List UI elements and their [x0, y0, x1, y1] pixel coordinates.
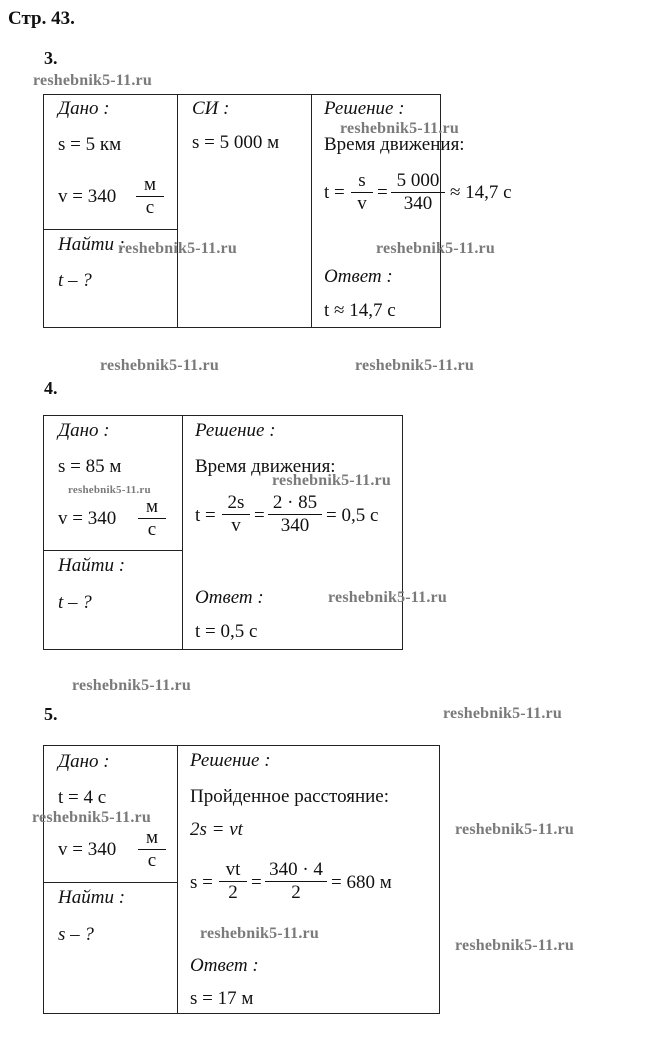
problem-4-solution-label: Решение : [195, 420, 276, 441]
numerator: 5 000 [396, 170, 440, 191]
watermark: reshebnik5-11.ru [455, 937, 574, 954]
problem-4-answer-label: Ответ : [195, 587, 264, 608]
denominator: 340 [268, 514, 322, 537]
problem-4-find-value: t – ? [58, 592, 92, 613]
problem-4-given-label: Дано : [58, 420, 110, 441]
unit-numerator: м [143, 174, 157, 195]
problem-3-given-s: s = 5 км [58, 134, 122, 155]
problem-3-find-value: t – ? [58, 270, 92, 291]
problem-5-eq-result: = 680 м [331, 872, 392, 893]
numerator: s [358, 170, 366, 191]
problem-5-fraction-2 [265, 859, 327, 904]
problem-3-given-label: Дано : [58, 98, 110, 119]
watermark: reshebnik5-11.ru [272, 472, 391, 489]
watermark: reshebnik5-11.ru [100, 357, 219, 374]
problem-3-si-s: s = 5 000 м [192, 132, 280, 153]
problem-4-given-s: s = 85 м [58, 456, 122, 477]
problem-3-fraction-1 [351, 170, 373, 215]
problem-5-answer-label: Ответ : [190, 955, 259, 976]
problem-5-fraction-1 [219, 859, 247, 904]
denominator: 340 [391, 192, 445, 215]
problem-3-solution-text: Время движения: [324, 134, 465, 155]
problem-4-number: 4. [44, 378, 58, 398]
problem-5-unit-fraction [138, 827, 166, 872]
numerator: 2s [227, 492, 245, 513]
problem-5-find-value: s – ? [58, 924, 94, 945]
problem-3-number: 3. [44, 48, 58, 68]
watermark: reshebnik5-11.ru [328, 589, 447, 606]
problem-5-find-label: Найти : [58, 887, 126, 908]
unit-denominator: с [138, 849, 166, 872]
watermark: reshebnik5-11.ru [376, 240, 495, 257]
problem-5-divider-h [43, 882, 177, 883]
problem-3-divider-h [43, 229, 177, 230]
problem-5-solution-label: Решение : [190, 750, 271, 771]
problem-4-divider-h [43, 550, 182, 551]
watermark: reshebnik5-11.ru [118, 240, 237, 257]
page-header: Стр. 43. [8, 8, 75, 29]
problem-3-si-label: СИ : [192, 98, 230, 119]
problem-5-number: 5. [44, 704, 58, 724]
watermark-small: reshebnik5-11.ru [68, 484, 151, 496]
denominator: v [351, 192, 373, 215]
numerator: 340 · 4 [269, 859, 323, 880]
numerator: vt [225, 859, 241, 880]
watermark: reshebnik5-11.ru [340, 120, 459, 137]
problem-3-unit-fraction [136, 174, 164, 219]
unit-denominator: с [138, 518, 166, 541]
problem-3-divider-2 [311, 94, 312, 327]
problem-3-fraction-2 [391, 170, 445, 215]
problem-4-divider-1 [182, 415, 183, 649]
problem-3-given-v: v = 340 [58, 186, 117, 207]
problem-5-given-label: Дано : [58, 751, 110, 772]
problem-4-answer-value: t = 0,5 с [195, 621, 258, 642]
problem-3-divider-1 [177, 94, 178, 327]
problem-4-find-label: Найти : [58, 555, 126, 576]
problem-3-answer-value: t ≈ 14,7 с [324, 300, 396, 321]
problem-4-solution-text: Время движения: [195, 456, 336, 477]
problem-4-fraction-1 [222, 492, 250, 537]
problem-5-divider-1 [177, 745, 178, 1013]
problem-3-solution-label: Решение : [324, 98, 405, 119]
watermark: reshebnik5-11.ru [33, 72, 152, 89]
watermark: reshebnik5-11.ru [355, 357, 474, 374]
problem-4-eq-t: t = [195, 505, 216, 526]
problem-3-eq-t: t = [324, 182, 345, 203]
problem-4-given-v: v = 340 [58, 508, 117, 529]
problem-5-eq-s: s = [190, 872, 213, 893]
denominator: 2 [219, 881, 247, 904]
problem-5-given-t: t = 4 с [58, 787, 107, 808]
watermark: reshebnik5-11.ru [455, 821, 574, 838]
unit-numerator: м [145, 496, 159, 517]
watermark: reshebnik5-11.ru [32, 809, 151, 826]
problem-4-fraction-2 [268, 492, 322, 537]
problem-3-eq-result: ≈ 14,7 с [450, 182, 512, 203]
problem-3-answer-label: Ответ : [324, 266, 393, 287]
problem-5-eq1: 2s = vt [190, 819, 243, 840]
unit-numerator: м [145, 827, 159, 848]
problem-5-given-v: v = 340 [58, 839, 117, 860]
watermark: reshebnik5-11.ru [443, 705, 562, 722]
watermark: reshebnik5-11.ru [72, 677, 191, 694]
problem-4-unit-fraction [138, 496, 166, 541]
problem-5-eq-sign: = [251, 872, 262, 893]
problem-3-find-label: Найти : [58, 234, 126, 255]
denominator: 2 [265, 881, 327, 904]
denominator: v [222, 514, 250, 537]
unit-denominator: с [136, 196, 164, 219]
problem-3-eq-sign: = [377, 182, 388, 203]
problem-5-solution-text: Пройденное расстояние: [190, 786, 390, 807]
problem-5-answer-value: s = 17 м [190, 988, 254, 1009]
numerator: 2 · 85 [272, 492, 318, 513]
problem-4-eq-sign: = [254, 505, 265, 526]
problem-4-eq-result: = 0,5 с [326, 505, 379, 526]
watermark: reshebnik5-11.ru [200, 925, 319, 942]
